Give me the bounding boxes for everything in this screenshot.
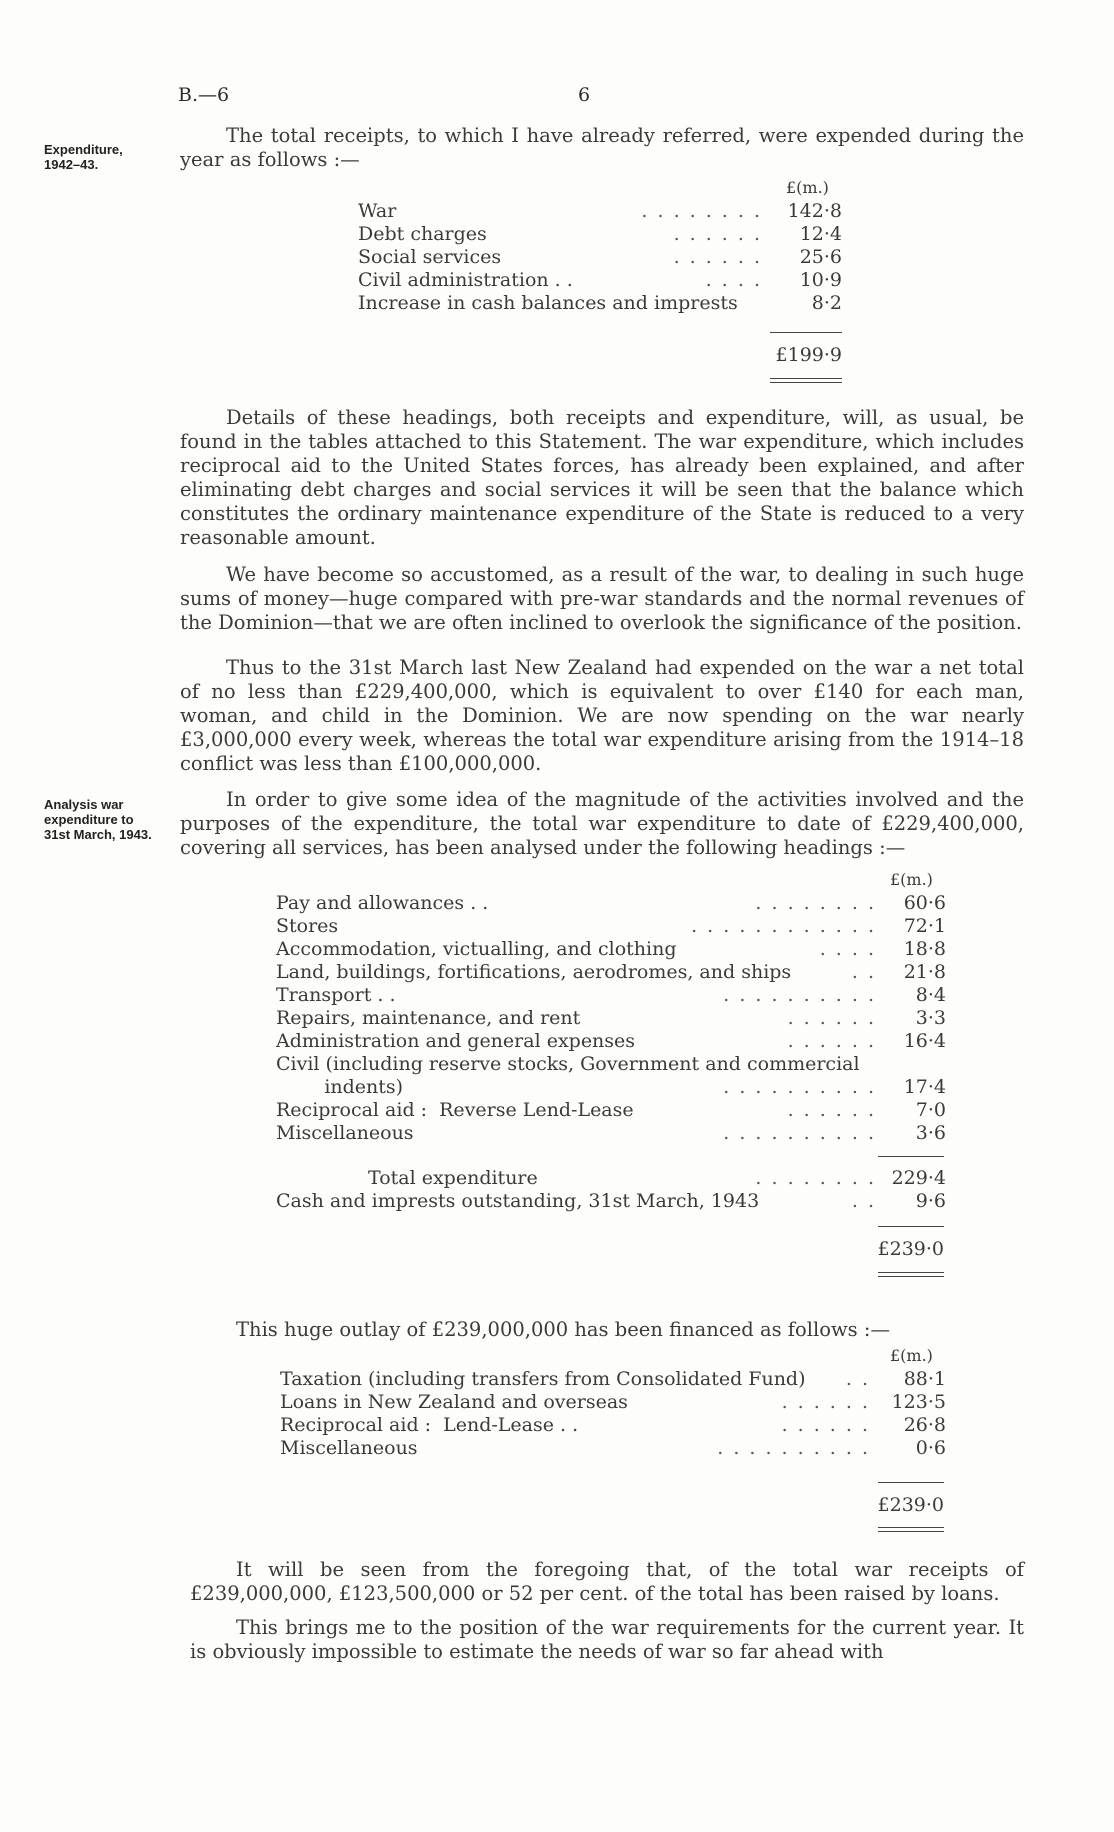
cash-row [276, 1190, 946, 1213]
row-label: indents) [276, 1076, 404, 1098]
row-value: 88·1 [903, 1368, 946, 1390]
table2-grand-total: £239·0 [877, 1238, 944, 1260]
table-row [276, 915, 946, 938]
table-row [280, 1368, 946, 1391]
table-row [276, 961, 946, 984]
page-number: 6 [578, 84, 591, 106]
margin-note-line: 31st March, 1943. [44, 827, 152, 842]
row-dots: . . . . . . [781, 1391, 870, 1413]
table-row [358, 223, 842, 246]
row-value: 0·6 [915, 1437, 946, 1459]
table3-unit: £(m.) [890, 1346, 933, 1365]
row-dots: . . . . . . [673, 246, 762, 268]
margin-note-analysis [44, 797, 184, 842]
paragraph-details: Details of these headings, both receipts and expenditure, will, as usual, be found in the tables attached to this Statement. The war expenditure, which includes reciprocal aid to the United States forces, has already been explained, and after eliminating debt charges and social services it will be seen that the balance which constitutes the ordinary maintenance expenditure of the State is reduced to a very reasonable amount. [180, 406, 1024, 549]
row-value: 8·2 [811, 292, 842, 314]
row-dots: . . . . . . . . . . [723, 1122, 876, 1144]
row-value: 7·0 [915, 1099, 946, 1121]
row-dots: . . . . . . [787, 1007, 876, 1029]
table2-rule-2 [878, 1226, 944, 1227]
table-row [358, 292, 842, 315]
row-value: 10·9 [799, 269, 842, 291]
paragraph-analysis: In order to give some idea of the magnitude of the activities involved and the purposes of the expenditure, the total war expenditure to date of £229,400,000, covering all services, has been analysed under the following headings :— [180, 788, 1024, 859]
row-label: Loans in New Zealand and overseas [280, 1391, 628, 1413]
row-dots: . . . . . . . . [755, 892, 876, 914]
paragraph-accustomed: We have become so accustomed, as a result of the war, to dealing in such huge sums of money—huge compared with pre-war standards and the normal revenues of the Dominion—that we are often inclined to overlook the significance of the position. [180, 563, 1024, 634]
row-dots: . . . . . . [673, 223, 762, 245]
margin-note-line: 1942–43. [44, 157, 99, 172]
row-dots: . . . . . . [787, 1099, 876, 1121]
table2-double-rule [878, 1272, 944, 1277]
row-value: 3·3 [915, 1007, 946, 1029]
row-label: Repairs, maintenance, and rent [276, 1007, 581, 1029]
margin-note-line: Analysis war [44, 797, 124, 812]
table-row [276, 1053, 946, 1076]
table3-total: £239·0 [877, 1494, 944, 1516]
row-label: Miscellaneous [280, 1437, 418, 1459]
table2-unit: £(m.) [890, 870, 933, 889]
table-row [358, 269, 842, 292]
cash-label: Cash and imprests outstanding, 31st March, 1943 [276, 1190, 760, 1212]
paragraph-financed: This huge outlay of £239,000,000 has been financed as follows :— [236, 1318, 890, 1341]
row-value: 12·4 [799, 223, 842, 245]
row-label: Accommodation, victualling, and clothing [276, 938, 677, 960]
table-row [276, 1030, 946, 1053]
analysis-totals [276, 1167, 946, 1213]
row-dots: . . . . [705, 269, 762, 291]
table-row [276, 984, 946, 1007]
row-dots: . . [851, 961, 876, 983]
row-label: Reciprocal aid : Reverse Lend-Lease [276, 1099, 634, 1121]
margin-note-line: expenditure to [44, 812, 134, 827]
row-dots: . . [851, 1190, 876, 1212]
row-dots: . . . . . . . . . . . . [691, 915, 876, 937]
table1-unit: £(m.) [786, 178, 829, 197]
row-label: Reciprocal aid : Lend-Lease . . [280, 1414, 579, 1436]
paragraph-thus: Thus to the 31st March last New Zealand had expended on the war a net total of no less than £229,400,000, which is equivalent to over £140 for each man, woman, and child in the Dominion. We are now spending on the war nearly £3,000,000 every week, whereas the total war expenditure arising from the 1914–18 conflict was less than £100,000,000. [180, 656, 1024, 775]
row-value: 8·4 [915, 984, 946, 1006]
table-row [276, 1122, 946, 1145]
row-value: 25·6 [799, 246, 842, 268]
row-dots: . . [845, 1368, 870, 1390]
row-label: Social services [358, 246, 502, 268]
table3-double-rule [878, 1527, 944, 1532]
row-dots: . . . . . . . . [641, 200, 762, 222]
intro-paragraph: The total receipts, to which I have already referred, were expended during the year as follows :— [180, 124, 1024, 171]
row-label: Civil (including reserve stocks, Government and commercial [276, 1053, 860, 1075]
row-dots: . . . . . . . . [755, 1167, 876, 1189]
financing-table [280, 1368, 946, 1460]
total-expenditure-row [276, 1167, 946, 1190]
row-dots: . . . . . . . . . . [723, 1076, 876, 1098]
paragraph-foregoing: It will be seen from the foregoing that, of the total war receipts of £239,000,000, £123,500,000 or 52 per cent. of the total has been raised by loans. [190, 1558, 1024, 1605]
row-value: 26·8 [903, 1414, 946, 1436]
margin-note-expenditure [44, 142, 184, 172]
table2-rule [878, 1156, 944, 1157]
row-value: 21·8 [903, 961, 946, 983]
row-value: 123·5 [891, 1391, 946, 1413]
row-value: 3·6 [915, 1122, 946, 1144]
row-value: 60·6 [903, 892, 946, 914]
row-dots: . . . . . . [781, 1414, 870, 1436]
row-value: 72·1 [903, 915, 946, 937]
row-dots: . . . . [819, 938, 876, 960]
table-row [276, 892, 946, 915]
row-label: Stores [276, 915, 339, 937]
row-dots: . . . . . . [787, 1030, 876, 1052]
table1-rule [770, 332, 842, 333]
row-dots: . . . . . . . . . . [723, 984, 876, 1006]
total-expenditure-value: 229·4 [891, 1167, 946, 1189]
table1-double-rule [770, 378, 842, 383]
row-label: War [358, 200, 397, 222]
total-expenditure-label: Total expenditure [368, 1167, 538, 1189]
table-row [276, 1076, 946, 1099]
table-row [276, 938, 946, 961]
row-label: Land, buildings, fortifications, aerodromes, and ships [276, 961, 792, 983]
row-label: Taxation (including transfers from Consolidated Fund) [280, 1368, 806, 1390]
row-dots: . . . . . . . . . . [717, 1437, 870, 1459]
row-value: 17·4 [903, 1076, 946, 1098]
row-label: Debt charges [358, 223, 487, 245]
table1-total: £199·9 [775, 344, 842, 366]
table-row [276, 1007, 946, 1030]
expenditure-table [358, 200, 842, 315]
row-label: Transport . . [276, 984, 396, 1006]
table-row [280, 1414, 946, 1437]
analysis-table [276, 892, 946, 1145]
row-label: Pay and allowances . . [276, 892, 489, 914]
row-value: 142·8 [787, 200, 842, 222]
row-label: Increase in cash balances and imprests [358, 292, 738, 314]
row-value: 16·4 [903, 1030, 946, 1052]
row-value: 18·8 [903, 938, 946, 960]
cash-value: 9·6 [915, 1190, 946, 1212]
table-row [280, 1391, 946, 1414]
document-reference: B.—6 [178, 84, 230, 106]
row-label: Administration and general expenses [276, 1030, 636, 1052]
row-label: Miscellaneous [276, 1122, 414, 1144]
table-row [280, 1437, 946, 1460]
paragraph-requirements: This brings me to the position of the war requirements for the current year. It is obviously impossible to estimate the needs of war so far ahead with [190, 1616, 1024, 1663]
margin-note-line: Expenditure, [44, 142, 123, 157]
table-row [358, 246, 842, 269]
table-row [276, 1099, 946, 1122]
table-row [358, 200, 842, 223]
table3-rule [878, 1482, 944, 1483]
row-label: Civil administration . . [358, 269, 573, 291]
